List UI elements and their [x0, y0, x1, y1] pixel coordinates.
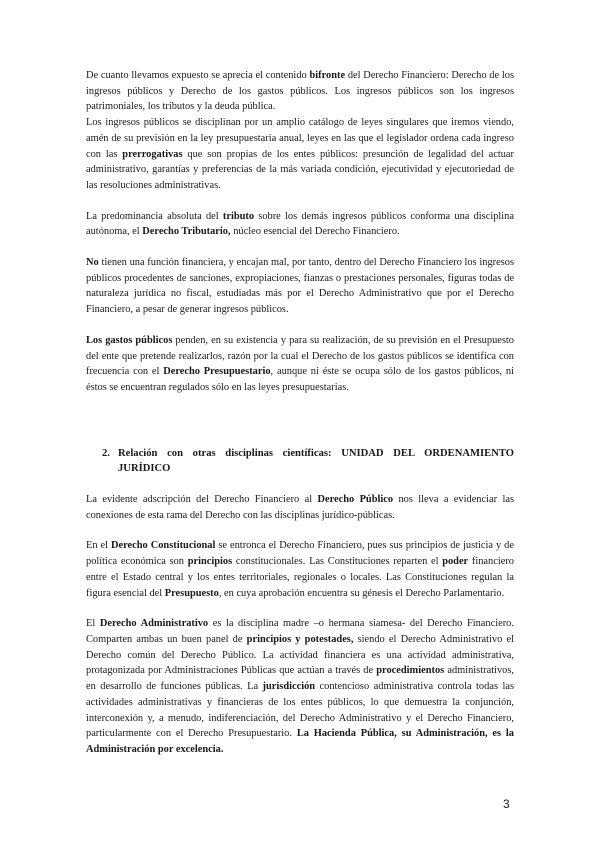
- text-run: del Derecho Financiero: Derecho de los ingresos públicos y Derecho de los gastos públicos. Los ingresos públicos son los ingresos patrimoniales, los tributos y la deuda pública.: [86, 70, 514, 113]
- text-run: La predominancia absoluta del: [86, 210, 223, 222]
- text-run: administrativos, en desarrollo de funciones públicas. La: [86, 665, 514, 693]
- text-run: penden, en su existencia y para su realización, de su previsión en el Presupuesto del ente que pretende realizarlos, razón por la cual el Derecho de los gastos públicos se identifica con frecuencia con el: [86, 334, 514, 378]
- text-run: que son propias de los entes públicos: presunción de legalidad del actuar administrativo, garantías y preferencias de la más variada condición, ejecutividad y ejecutoriedad de las resoluciones administrativas.: [86, 148, 514, 191]
- text-run: núcleo esencial del Derecho Financiero.: [230, 226, 400, 238]
- text-run: , en cuya aprobación encuentra su génesis el Derecho Parlamentario.: [218, 587, 505, 599]
- paragraph-tributo: [86, 209, 514, 240]
- text-run: El: [86, 618, 100, 630]
- text-run: contencioso administrativa controla todas las actividades administrativas y financieras de los entes públicos, lo que demuestra la conjunción, interconexión y, a menudo, indiferenciación, del Derecho Administrativo y el Derecho Financiero, particularmente con el Derecho Presupuestario.: [86, 681, 514, 740]
- section-number: 2.: [102, 447, 110, 459]
- text-run: tienen una función financiera, y encajan mal, por tanto, dentro del Derecho Financiero los ingresos públicos procedentes de sanciones, expropiaciones, fianzas o prestaciones personales, figuras todas de naturaleza jurídica no fiscal, estudiadas más por el Derecho Administrativo que por el Derecho Financiero, a pesar de generar ingresos públicos.: [86, 257, 514, 316]
- bold-term: jurisdicción: [262, 681, 316, 693]
- page-number: 3: [503, 797, 510, 811]
- text-run: Los ingresos públicos se disciplinan por un amplio catálogo de leyes singulares que iremos viendo, amén de su previsión en la ley presupuestaria anual, leyes en las que el legislador ordena cada ingreso con las: [86, 117, 514, 160]
- text-run: es la disciplina madre –o hermana siamesa- del Derecho Financiero. Comparten ambas un buen panel de: [86, 618, 514, 645]
- text-run: constitucionales. Las Constituciones reparten el: [232, 556, 443, 568]
- bold-term: Presupuesto: [164, 587, 219, 599]
- text-run: De cuanto llevamos expuesto se aprecia el contenido: [86, 70, 310, 81]
- bold-term: Derecho Presupuestario: [163, 366, 271, 378]
- text-run: financiero entre el Estado central y los entes territoriales, regionales o locales. Las Constituciones regulan la figura esencial del: [86, 556, 514, 599]
- section-title: Relación con otras disciplinas científicas: UNIDAD DEL ORDENAMIENTO JURÍDICO: [118, 447, 514, 475]
- bold-term: principios: [187, 556, 233, 568]
- bold-term: procedimientos: [376, 665, 445, 677]
- paragraph-no-financiera: [86, 255, 514, 318]
- paragraph-intro: [86, 68, 514, 115]
- bold-term: Derecho Administrativo: [99, 618, 209, 630]
- bold-term: tributo: [222, 210, 255, 222]
- paragraph-ingresos: [86, 115, 514, 194]
- paragraph-administrativo: [86, 616, 514, 757]
- bold-term: La Hacienda Pública, su Administración, es la Administración por excelencia.: [86, 728, 514, 755]
- text-run: se entronca el Derecho Financiero, pues sus principios de justicia y de política económica son: [86, 540, 514, 568]
- bold-term: bifronte: [309, 70, 346, 81]
- document-page: [86, 68, 514, 758]
- text-run: siendo el Derecho Administrativo el Derecho común del Derecho Público. La actividad financiera es una actividad administrativa, protagonizada por Administraciones Públicas que actúan a través de: [86, 633, 514, 677]
- bold-term: Derecho Público: [317, 494, 394, 506]
- paragraph-derecho-publico: [86, 492, 514, 523]
- bold-term: Los gastos públicos: [86, 334, 173, 346]
- section-heading: [102, 446, 514, 477]
- bold-term: principios y potestades,: [246, 633, 354, 645]
- bold-term: No: [86, 257, 99, 269]
- text-run: En el: [86, 540, 111, 552]
- bold-term: Derecho Tributario,: [142, 226, 231, 238]
- bold-term: Derecho Constitucional: [111, 540, 216, 552]
- paragraph-gastos: [86, 333, 514, 396]
- text-run: sobre los demás ingresos públicos conforma una disciplina autónoma, el: [86, 210, 514, 238]
- bold-term: poder: [442, 556, 469, 568]
- paragraph-constitucional: [86, 538, 514, 601]
- bold-term: prerrogativas: [122, 148, 183, 160]
- text-run: nos lleva a evidenciar las conexiones de esta rama del Derecho con las disciplinas jurídico-públicas.: [86, 494, 514, 521]
- text-run: , aunque ni éste se ocupa sólo de los gastos públicos, ni éstos se encuentran regulados sólo en las leyes presupuestarias.: [86, 366, 514, 393]
- text-run: La evidente adscripción del Derecho Financiero al: [86, 494, 318, 506]
